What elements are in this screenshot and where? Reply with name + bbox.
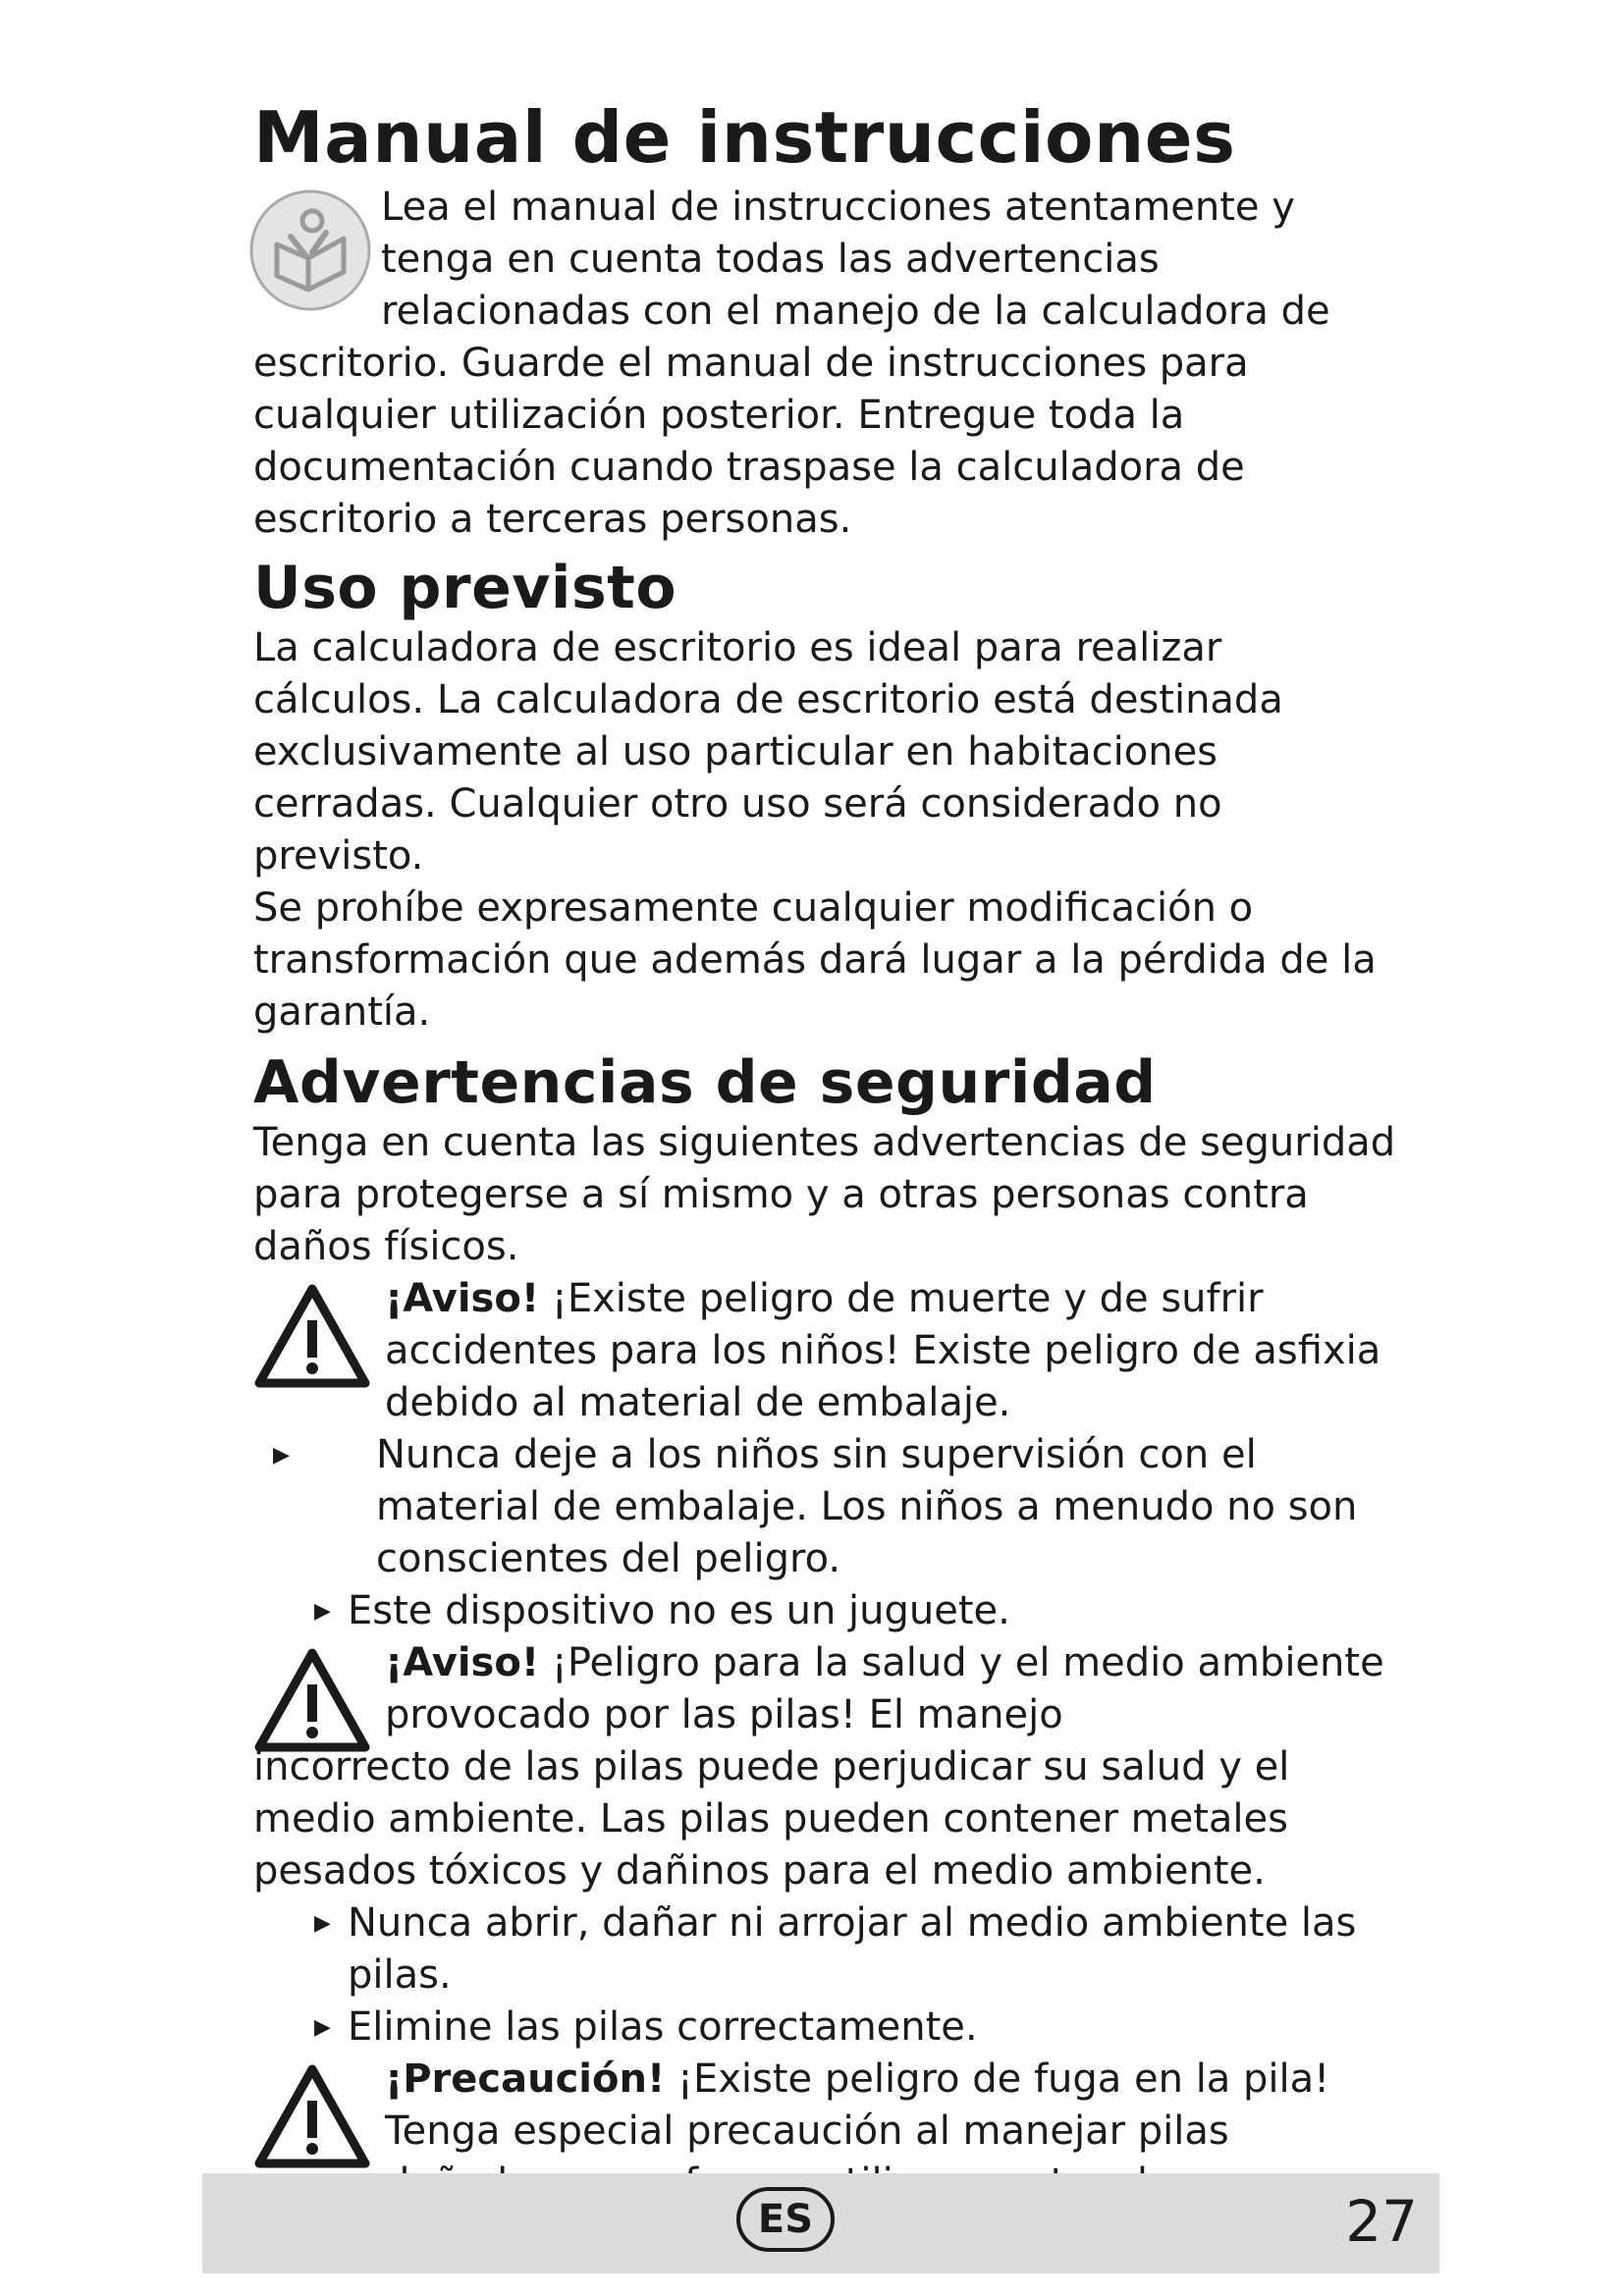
manual-page — [253, 93, 1402, 2262]
warning-block-2 — [253, 1637, 1402, 1741]
intro-line-2: tenga en cuenta todas las advertencias — [381, 237, 1160, 282]
triangle-right-icon: ▶ — [314, 1599, 331, 1624]
warning-2-body: ¡Peligro para la salud y el medio ambiente provocado por las pilas! El manejo — [385, 1640, 1384, 1737]
warning-2-bullet-1: Nunca abrir, dañar ni arrojar al medio ambiente las pilas. — [348, 1900, 1357, 1998]
section-heading-uso: Uso previsto — [253, 554, 677, 622]
bullet-item — [253, 1429, 1402, 1585]
triangle-right-icon: ▶ — [314, 2015, 331, 2040]
language-badge: ES — [736, 2187, 835, 2252]
warning-2-text — [385, 1637, 1402, 1741]
uso-text: La calculadora de escritorio es ideal para realizar cálculos. La calculadora de escritorio está destinada exclusivamente al uso particular en habitaciones cerradas. Cualquier otro uso será considerado no previsto. — [253, 625, 1283, 879]
warning-1-text — [385, 1273, 1402, 1429]
bullet-item — [253, 1585, 1402, 1637]
warning-3-text — [385, 2054, 1402, 2106]
warning-3-body: ¡Existe peligro de fuga en la pila! — [665, 2056, 1330, 2102]
warning-2-rest: incorrecto de las pilas puede perjudicar su salud y el medio ambiente. Las pilas pueden contener metales pesados tóxicos y dañinos para el medio ambiente. — [253, 1744, 1290, 1894]
warning-triangle-icon — [253, 1283, 371, 1389]
warning-2-label: ¡Aviso! — [385, 1640, 540, 1685]
intro-text: escritorio. Guarde el manual de instrucciones para cualquier utilización posterior. Entregue toda la documentación cuando traspase la calculadora de escritorio a terceras personas. — [253, 341, 1249, 542]
warning-block-1 — [253, 1273, 1402, 1429]
warning-triangle-icon — [253, 1647, 371, 1753]
intro-line-3: relacionadas con el manejo de la calculadora de — [381, 289, 1330, 334]
warning-1-bullet-1: Nunca deje a los niños sin supervisión con el material de embalaje. Los niños a menudo no son conscientes del peligro. — [376, 1432, 1358, 1581]
warning-1-body: ¡Existe peligro de muerte y de sufrir accidentes para los niños! Existe peligro de asfixia debido al material de embalaje. — [385, 1276, 1381, 1425]
read-manual-icon — [247, 187, 373, 313]
warning-1-bullet-2: Este dispositivo no es un juguete. — [348, 1588, 1010, 1633]
warning-3-bullet-1: Tenga especial precaución al manejar pilas — [385, 2109, 1229, 2154]
warning-3-label: ¡Precaución! — [385, 2056, 666, 2102]
section-heading-seguridad: Advertencias de seguridad — [253, 1048, 1157, 1117]
bullet-item — [253, 2002, 1402, 2054]
triangle-right-icon: ▶ — [273, 1443, 290, 1468]
page-title: Manual de instrucciones — [253, 96, 1236, 179]
bullet-item — [253, 1897, 1402, 2002]
triangle-right-icon: ▶ — [314, 1911, 331, 1936]
warning-1-label: ¡Aviso! — [385, 1276, 540, 1321]
seguridad-intro: Tenga en cuenta las siguientes advertencias de seguridad para protegerse a sí mismo y a otras personas contra daños físicos. — [253, 1120, 1396, 1269]
intro-line-1: Lea el manual de instrucciones atentamente y — [381, 185, 1295, 230]
intro-section — [253, 182, 1402, 546]
page-number: 27 — [1345, 2188, 1418, 2255]
page-footer — [202, 2173, 1439, 2273]
uso-text-2: Se prohíbe expresamente cualquier modificación o transformación que además dará lugar a la pérdida de la garantía. — [253, 885, 1377, 1035]
warning-2-bullet-2: Elimine las pilas correctamente. — [348, 2004, 978, 2050]
